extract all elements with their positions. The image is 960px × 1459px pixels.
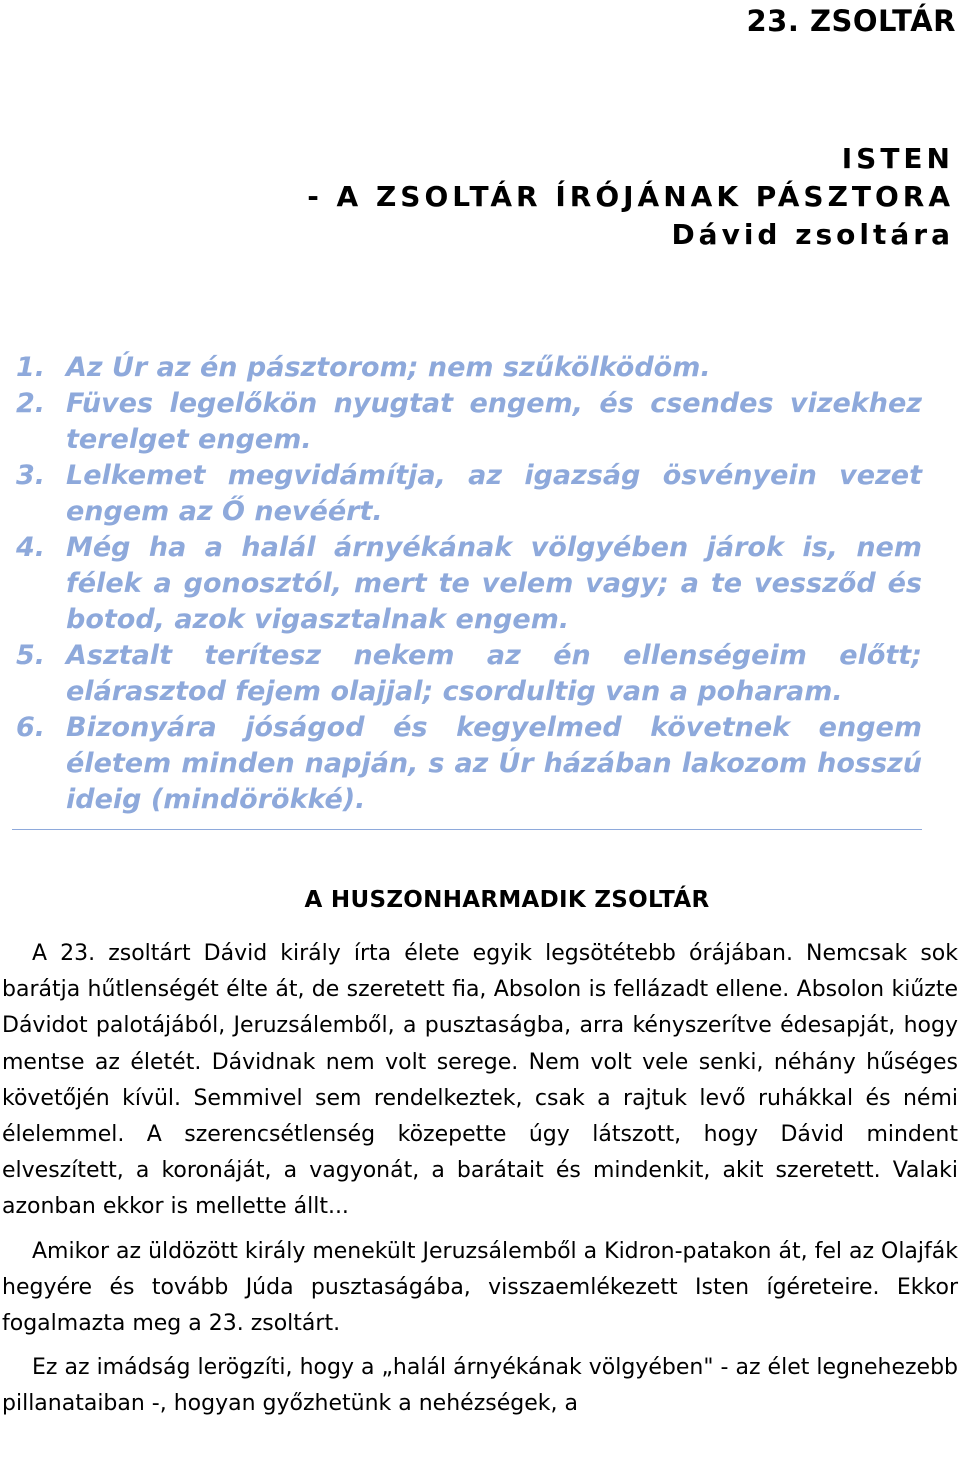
psalm-verse-list xyxy=(16,350,922,818)
verse-number: 5. xyxy=(16,640,46,671)
psalm-title-block xyxy=(307,140,954,254)
verse-item xyxy=(16,710,922,818)
section-heading: A HUSZONHARMADIK ZSOLTÁR xyxy=(304,887,710,913)
page-title: 23. ZSOLTÁR xyxy=(746,4,956,38)
verse-number: 3. xyxy=(16,460,46,491)
verse-item xyxy=(16,638,922,710)
verse-item xyxy=(16,458,922,530)
verse-number: 2. xyxy=(16,388,46,419)
commentary-body xyxy=(2,936,958,1423)
verse-text: Az Úr az én pásztorom; nem szűkölködöm. xyxy=(66,352,711,383)
title-line-shepherd: - A ZSOLTÁR ÍRÓJÁNAK PÁSZTORA xyxy=(307,180,954,213)
section-divider xyxy=(12,829,922,830)
commentary-paragraph: Amikor az üldözött király menekült Jeruzsálemből a Kidron-patakon át, fel az Olajfák hegyére és tovább Júda pusztaságába, visszaemlékezett Isten ígéreteire. Ekkor fogalmazta meg a 23. zsoltárt. xyxy=(2,1238,958,1337)
verse-text: Lelkemet megvidámítja, az igazság ösvényein vezet engem az Ő nevéért. xyxy=(66,460,922,527)
commentary-paragraph: A 23. zsoltárt Dávid király írta élete egyik legsötétebb órájában. Nemcsak sok barátja hűtlenségét élte át, de szeretett fia, Absolon is fellázadt ellene. Absolon kiűzte Dávidot palotájából, Jeruzsálemből, a pusztaságba, arra kényszerítve édesapját, hogy mentse az életét. Dávidnak nem volt serege. Nem volt vele senki, néhány hűséges követőjén kívül. Semmivel sem rendelkeztek, csak a rajtuk levő ruhákkal és némi élelemmel. A szerencsétlenség közepette úgy látszott, hogy Dávid mindent elveszített, a koronáját, a vagyonát, a barátait és mindenkit, akit szeretett. Valaki azonban ekkor is mellette állt... xyxy=(2,941,958,1220)
verse-item xyxy=(16,386,922,458)
verse-item xyxy=(16,530,922,638)
verse-item xyxy=(16,350,922,386)
verse-number: 6. xyxy=(16,712,46,743)
title-line-attribution: Dávid zsoltára xyxy=(671,218,954,251)
title-line-god: ISTEN xyxy=(841,142,954,175)
commentary-paragraph: Ez az imádság lerögzíti, hogy a „halál árnyékának völgyében" - az élet legnehezebb pillanataiban -, hogyan győzhetünk a nehézségek, a xyxy=(2,1355,958,1417)
verse-text: Bizonyára jóságod és kegyelmed követnek engem életem minden napján, s az Úr házában lakozom hosszú ideig (mindörökké). xyxy=(66,712,922,815)
verse-number: 1. xyxy=(16,352,46,383)
verse-text: Még ha a halál árnyékának völgyében járok is, nem félek a gonosztól, mert te velem vagy; a te vessződ és botod, azok vigasztalnak engem. xyxy=(66,532,922,635)
verse-text: Füves legelőkön nyugtat engem, és csendes vizekhez terelget engem. xyxy=(66,388,922,455)
verse-text: Asztalt terítesz nekem az én ellenségeim előtt; elárasztod fejem olajjal; csordultig van a poharam. xyxy=(66,640,922,707)
verse-number: 4. xyxy=(16,532,46,563)
